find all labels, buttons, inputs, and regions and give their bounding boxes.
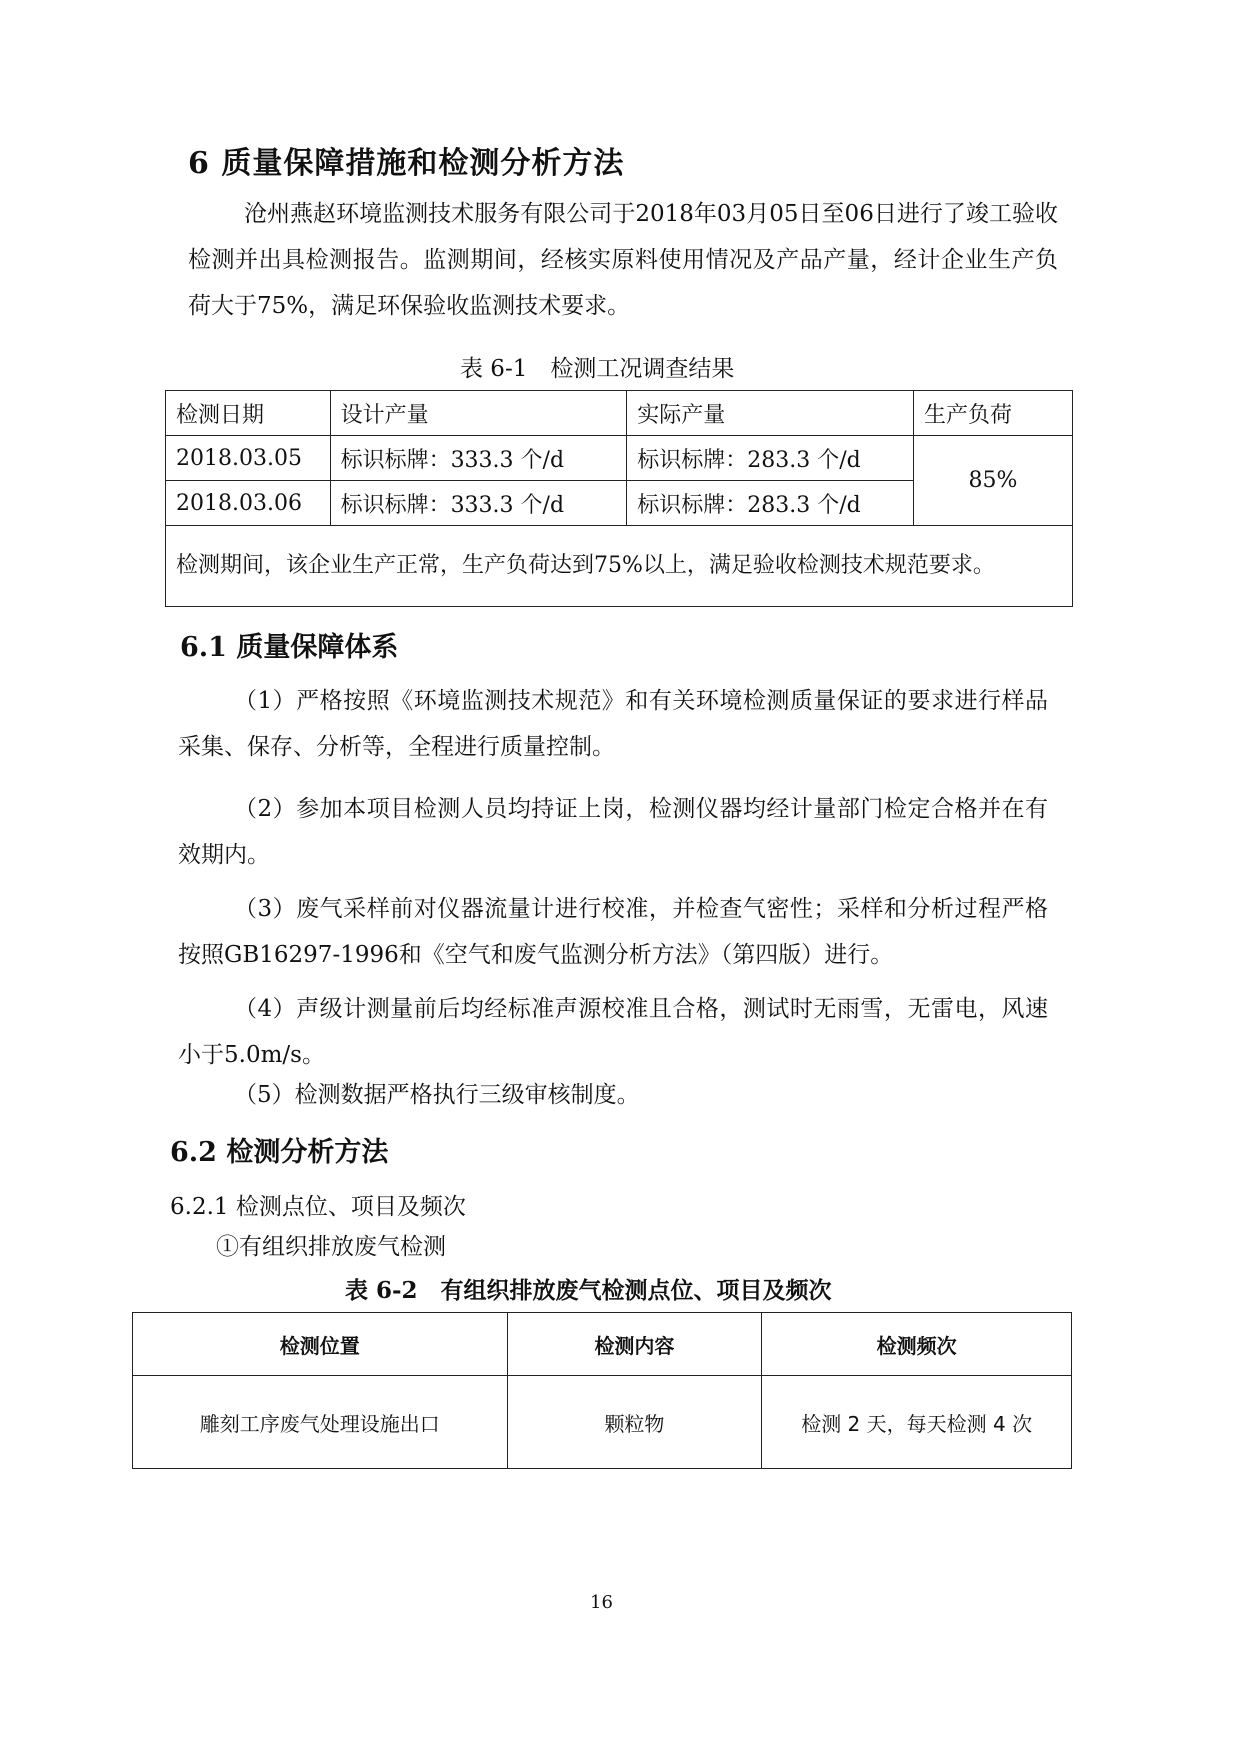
header-frequency: 检测频次 bbox=[762, 1313, 1072, 1376]
work-condition-table bbox=[165, 390, 1073, 607]
table-row bbox=[133, 1376, 1072, 1469]
section-6-2-title: 6.2 检测分析方法 bbox=[170, 1137, 389, 1168]
header-actual: 实际产量 bbox=[627, 391, 914, 436]
qa-item-1: （1）严格按照《环境监测技术规范》和有关环境检测质量保证的要求进行样品采集、保存、分析等，全程进行质量控制。 bbox=[178, 688, 1048, 760]
cell-load: 85% bbox=[913, 436, 1072, 526]
cell-design: 标识标牌：333.3 个/d bbox=[330, 436, 627, 481]
section-6-1-title: 6.1 质量保障体系 bbox=[180, 632, 399, 663]
qa-item-4: （4）声级计测量前后均经标准声源校准且合格，测试时无雨雪，无雷电，风速小于5.0m/s。 bbox=[178, 996, 1048, 1068]
header-design: 设计产量 bbox=[330, 391, 627, 436]
cell-content: 颗粒物 bbox=[507, 1376, 762, 1469]
cell-design: 标识标牌：333.3 个/d bbox=[330, 481, 627, 526]
header-load: 生产负荷 bbox=[913, 391, 1072, 436]
table-note-row bbox=[166, 526, 1073, 607]
cell-date: 2018.03.06 bbox=[166, 481, 331, 526]
table-header-row bbox=[133, 1313, 1072, 1376]
subsection-item-1: ①有组织排放废气检测 bbox=[216, 1234, 446, 1260]
cell-actual: 标识标牌：283.3 个/d bbox=[627, 481, 914, 526]
qa-item-5: （5）检测数据严格执行三级审核制度。 bbox=[234, 1082, 640, 1108]
header-date: 检测日期 bbox=[166, 391, 331, 436]
cell-actual: 标识标牌：283.3 个/d bbox=[627, 436, 914, 481]
table-row bbox=[166, 436, 1073, 481]
header-content: 检测内容 bbox=[507, 1313, 762, 1376]
table1-caption: 表 6-1 检测工况调查结果 bbox=[460, 356, 735, 382]
section-heading: 6 质量保障措施和检测分析方法 bbox=[188, 146, 625, 181]
cell-location: 雕刻工序废气处理设施出口 bbox=[133, 1376, 508, 1469]
qa-item-2: （2）参加本项目检测人员均持证上岗，检测仪器均经计量部门检定合格并在有效期内。 bbox=[178, 796, 1048, 868]
table-note: 检测期间，该企业生产正常，生产负荷达到75%以上，满足验收检测技术规范要求。 bbox=[166, 526, 1073, 607]
emission-monitoring-table bbox=[132, 1312, 1072, 1469]
table2-caption: 表 6-2 有组织排放废气检测点位、项目及频次 bbox=[345, 1277, 832, 1304]
table-header-row bbox=[166, 391, 1073, 436]
header-location: 检测位置 bbox=[133, 1313, 508, 1376]
cell-frequency: 检测 2 天，每天检测 4 次 bbox=[762, 1376, 1072, 1469]
subsection-6-2-1: 6.2.1 检测点位、项目及频次 bbox=[170, 1194, 466, 1220]
qa-item-3: （3）废气采样前对仪器流量计进行校准，并检查气密性；采样和分析过程严格按照GB16297-1996和《空气和废气监测分析方法》（第四版）进行。 bbox=[178, 896, 1048, 968]
cell-date: 2018.03.05 bbox=[166, 436, 331, 481]
page-number: 16 bbox=[590, 1592, 613, 1613]
intro-paragraph: 沧州燕赵环境监测技术服务有限公司于2018年03月05日至06日进行了竣工验收检测并出具检测报告。监测期间，经核实原料使用情况及产品产量，经计企业生产负荷大于75%，满足环保验收监测技术要求。 bbox=[188, 201, 1058, 319]
